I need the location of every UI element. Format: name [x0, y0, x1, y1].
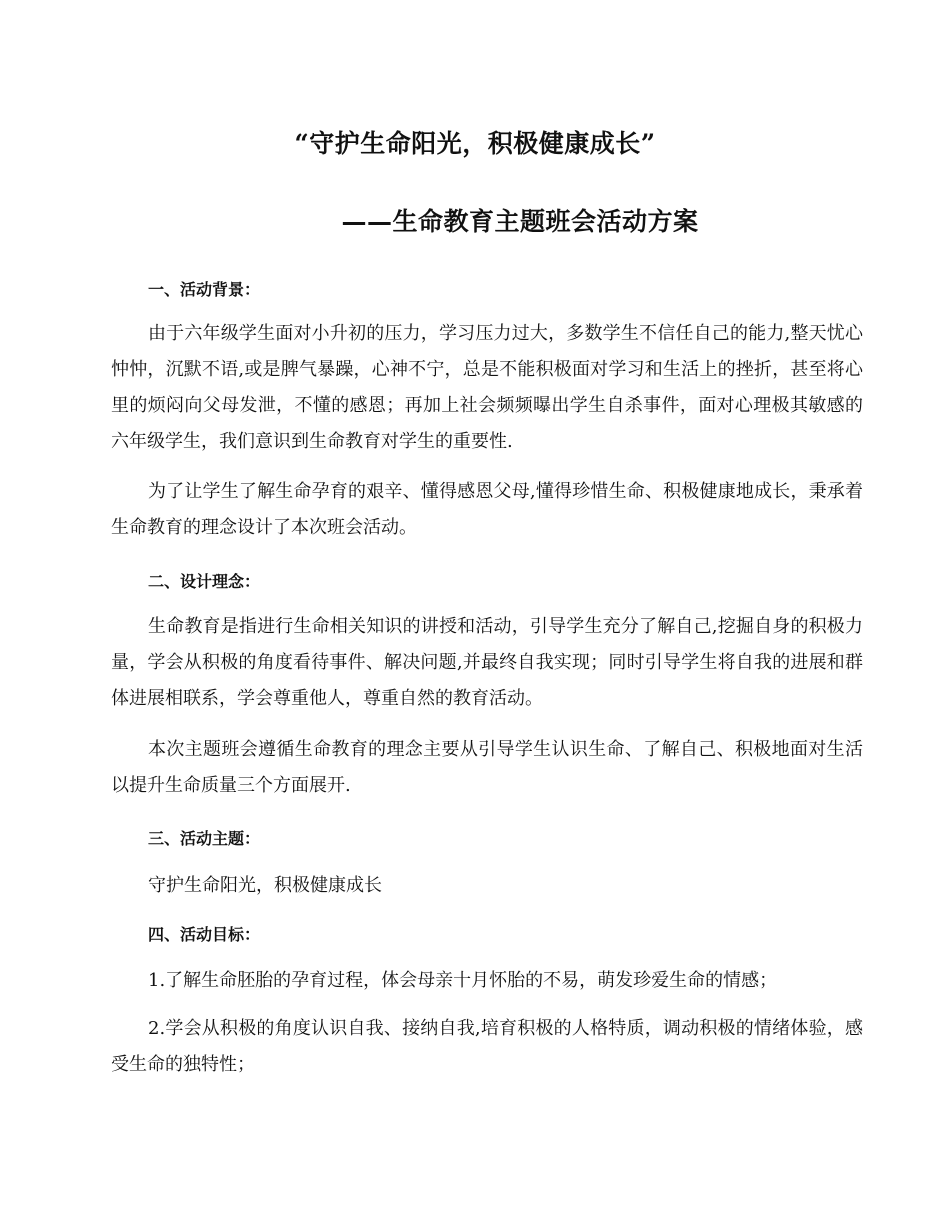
document-subtitle: ——生命教育主题班会活动方案	[341, 207, 699, 236]
section-heading-background: 一、活动背景：	[148, 280, 261, 299]
document-title: “守护生命阳光，积极健康成长”	[294, 129, 656, 158]
paragraph-design-concept-2: 本次主题班会遵循生命教育的理念主要从引导学生认识生命、了解自己、积极地面对生活以提升生命质量三个方面展开.	[111, 739, 863, 796]
paragraph-background-2: 为了让学生了解生命孕育的艰辛、懂得感恩父母,懂得珍惜生命、积极健康地成长，秉承着生命教育的理念设计了本次班会活动。	[111, 481, 863, 538]
section-heading-theme: 三、活动主题：	[148, 829, 261, 848]
goal-item-2: 2.学会从积极的角度认识自我、接纳自我,培育积极的人格特质，调动积极的情绪体验，感受生命的独特性；	[111, 1018, 863, 1075]
theme-text: 守护生命阳光，积极健康成长	[148, 875, 382, 896]
goal-item-1: 1.了解生命胚胎的孕育过程，体会母亲十月怀胎的不易，萌发珍爱生命的情感；	[148, 970, 778, 991]
section-heading-goals: 四、活动目标：	[148, 925, 261, 944]
paragraph-design-concept-1: 生命教育是指进行生命相关知识的讲授和活动，引导学生充分了解自己,挖掘自身的积极力量，学会从积极的角度看待事件、解决问题,并最终自我实现；同时引导学生将自我的进展和群体进展相联系，学会尊重他人，尊重自然的教育活动。	[111, 616, 863, 709]
paragraph-background-1: 由于六年级学生面对小升初的压力，学习压力过大，多数学生不信任自己的能力,整天忧心忡忡，沉默不语,或是脾气暴躁，心神不宁，总是不能积极面对学习和生活上的挫折，甚至将心里的烦闷向父母发泄，不懂的感恩；再加上社会频频曝出学生自杀事件，面对心理极其敏感的六年级学生，我们意识到生命教育对学生的重要性.	[111, 323, 863, 452]
section-heading-design-concept: 二、设计理念：	[148, 572, 261, 591]
